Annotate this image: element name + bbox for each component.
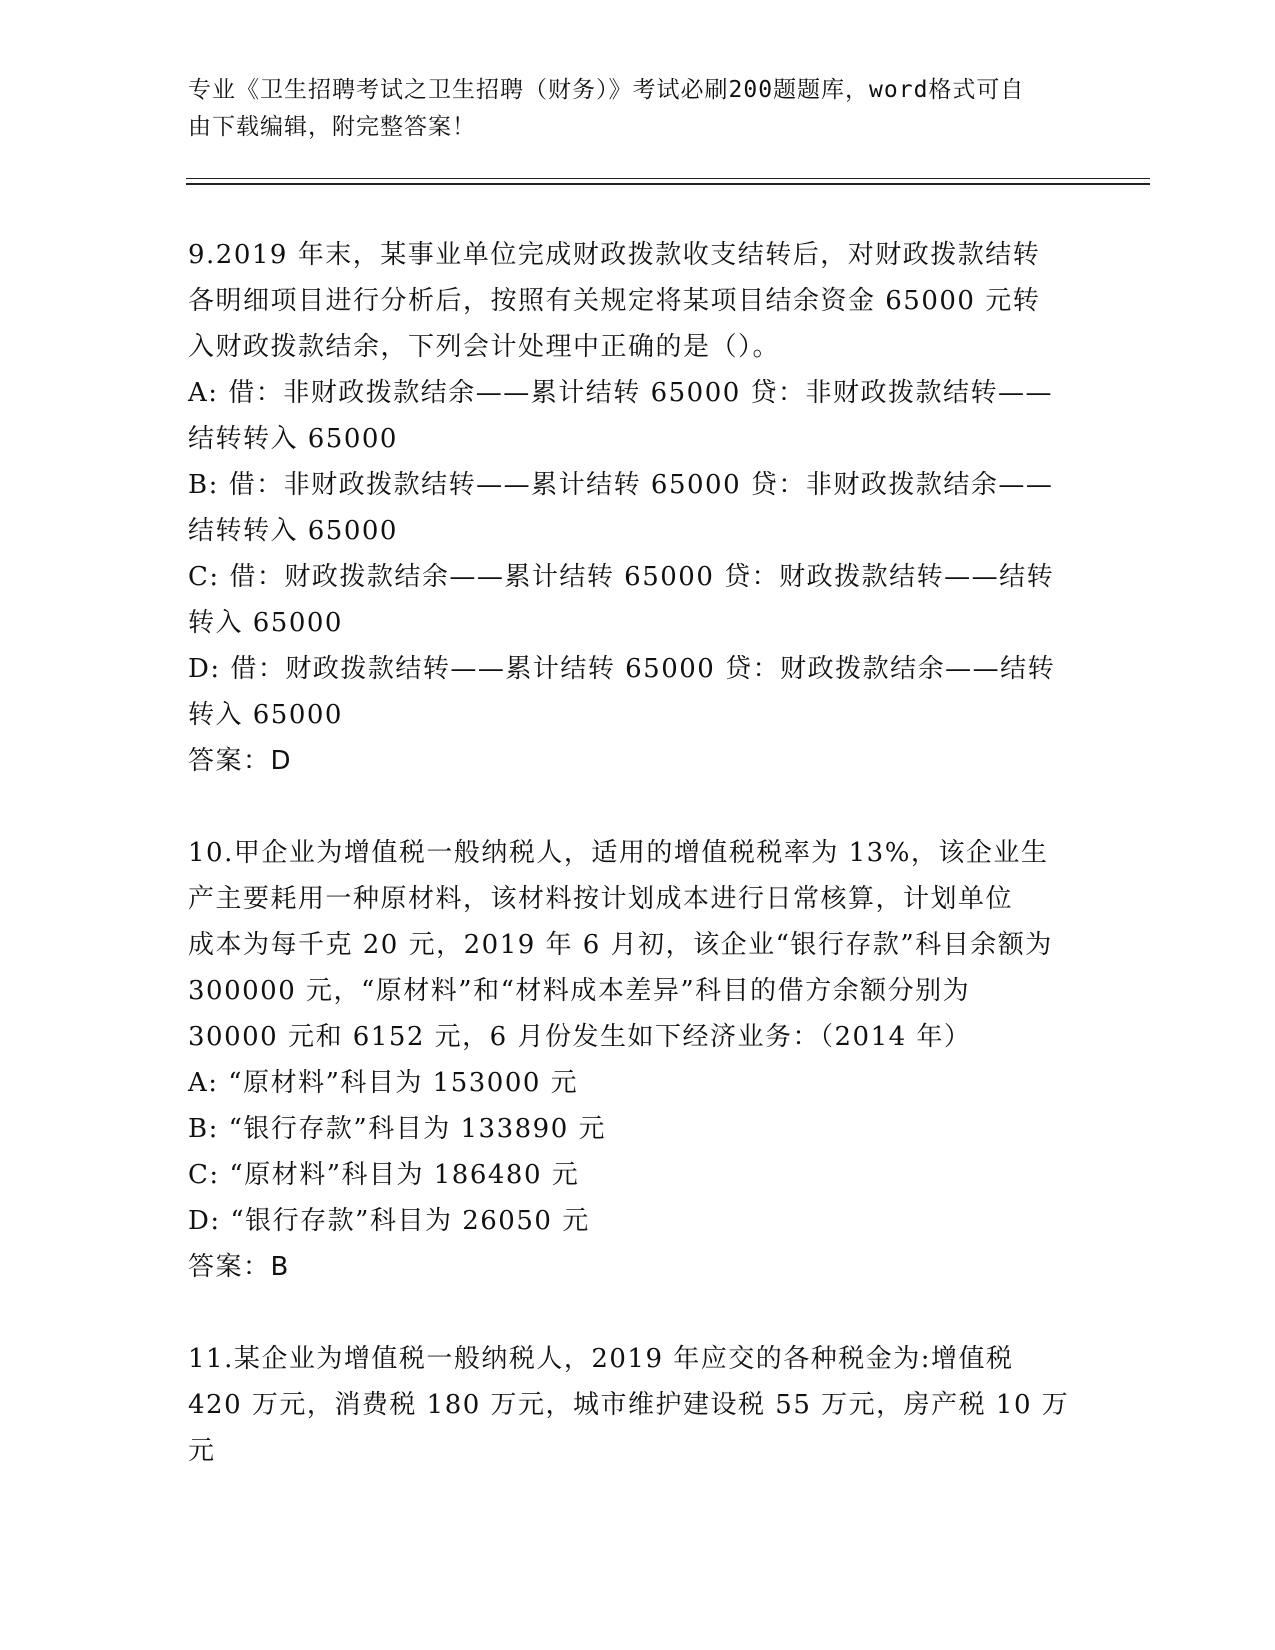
question-stem-line: 11.某企业为增值税一般纳税人，2019 年应交的各种税金为:增值税 (188, 1344, 1014, 1374)
question-spacer (188, 1290, 1088, 1336)
option-c-line: C: “原材料”科目为 186480 元 (188, 1160, 580, 1190)
option-b-line: 结转转入 65000 (188, 516, 398, 546)
question-9 (188, 232, 1088, 784)
header-divider-thin (186, 178, 1150, 179)
option-d-line: 转入 65000 (188, 700, 343, 730)
question-spacer (188, 784, 1088, 830)
header-title-line-1: 专业《卫生招聘考试之卫生招聘（财务）》考试必刷200题题库，word格式可自 (188, 77, 1025, 103)
question-stem-line: 成本为每千克 20 元，2019 年 6 月初，该企业“银行存款”科目余额为 (188, 930, 1053, 960)
option-b-line: B: “银行存款”科目为 133890 元 (188, 1114, 606, 1144)
question-stem-line: 420 万元，消费税 180 万元，城市维护建设税 55 万元，房产税 10 万元 (188, 1390, 1070, 1466)
option-a-line: A: 借：非财政拨款结余——累计结转 65000 贷：非财政拨款结转—— (188, 378, 1054, 408)
document-header (188, 72, 1068, 146)
question-stem-line: 产主要耗用一种原材料，该材料按计划成本进行日常核算，计划单位 (188, 884, 1014, 914)
option-c-line: C: 借：财政拨款结余——累计结转 65000 贷：财政拨款结转——结转 (188, 562, 1055, 592)
header-divider-thick (186, 183, 1150, 185)
option-a-line: A: “原材料”科目为 153000 元 (188, 1068, 579, 1098)
option-c-line: 转入 65000 (188, 608, 343, 638)
question-stem-line: 300000 元，“原材料”和“材料成本差异”科目的借方余额分别为 (188, 976, 971, 1006)
question-list (188, 232, 1088, 1474)
answer-label: 答案：B (188, 1252, 290, 1282)
option-d-line: D: “银行存款”科目为 26050 元 (188, 1206, 590, 1236)
question-stem-line: 各明细项目进行分析后，按照有关规定将某项目结余资金 65000 元转 (188, 286, 1041, 316)
header-title-line-2: 由下载编辑，附完整答案！ (188, 114, 476, 140)
question-stem-line: 入财政拨款结余，下列会计处理中正确的是（）。 (188, 332, 781, 362)
question-stem-line: 9.2019 年末，某事业单位完成财政拨款收支结转后，对财政拨款结转 (188, 240, 1041, 270)
question-11 (188, 1336, 1088, 1474)
question-10 (188, 830, 1088, 1290)
answer-label: 答案：D (188, 746, 293, 776)
option-a-line: 结转转入 65000 (188, 424, 398, 454)
question-stem-line: 30000 元和 6152 元，6 月份发生如下经济业务：（2014 年） (188, 1022, 972, 1052)
option-b-line: B: 借：非财政拨款结转——累计结转 65000 贷：非财政拨款结余—— (188, 470, 1054, 500)
option-d-line: D: 借：财政拨款结转——累计结转 65000 贷：财政拨款结余——结转 (188, 654, 1056, 684)
question-stem-line: 10.甲企业为增值税一般纳税人，适用的增值税税率为 13%，该企业生 (188, 838, 1049, 868)
